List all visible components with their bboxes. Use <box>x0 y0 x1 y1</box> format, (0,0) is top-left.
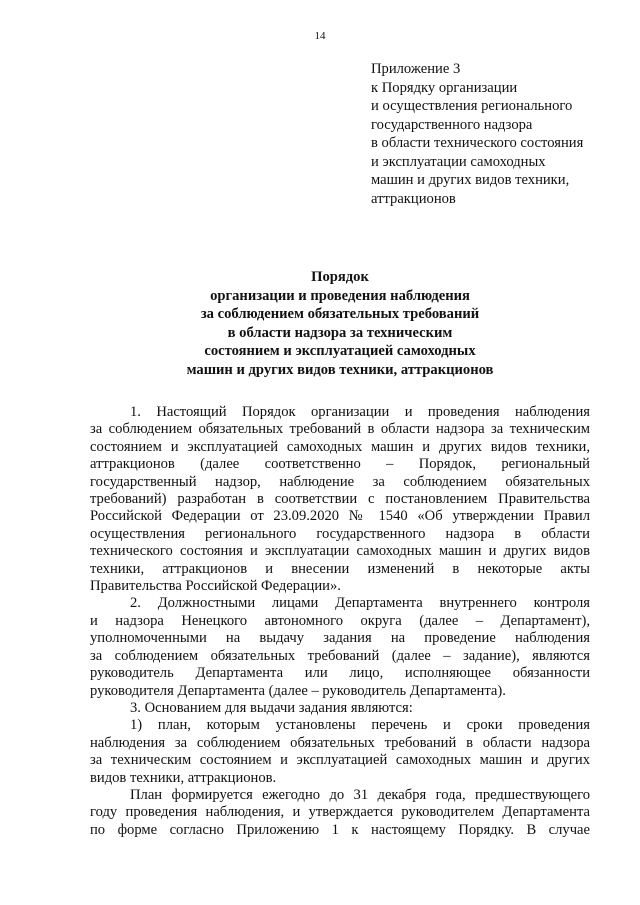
paragraph-2-line: руководитель Департамента или лицо, исполняющее обязанности <box>90 665 590 682</box>
page-number: 14 <box>314 30 326 42</box>
title-line: в области надзора за техническим <box>227 324 453 341</box>
paragraph-1-line: Российской Федерации от 23.09.2020 № 1540 «Об утверждении Правил <box>90 508 590 525</box>
paragraph-1-line: за соблюдением обязательных требований в области надзора за техническим <box>90 421 590 438</box>
paragraph-1-line: техники, аттракционов и внесении изменений в некоторые акты <box>90 560 590 577</box>
appendix-line: и осуществления регионального <box>371 98 573 114</box>
paragraph-1-line: Правительства Российской Федерации». <box>90 578 341 595</box>
paragraph-1-line: технического состояния и эксплуатации самоходных машин и других видов <box>90 543 590 560</box>
paragraph-1-line: государственный надзор, наблюдение за соблюдением обязательных <box>90 473 590 490</box>
appendix-line: Приложение 3 <box>371 61 461 77</box>
appendix-block <box>371 60 631 208</box>
appendix-line: государственного надзора <box>371 116 533 133</box>
paragraph-3-1-line: 1) план, которым установлены перечень и сроки проведения <box>130 717 590 734</box>
title-line: за соблюдением обязательных требований <box>200 306 480 323</box>
title-line: организации и проведения наблюдения <box>210 287 470 304</box>
appendix-line: и эксплуатации самоходных <box>371 153 546 170</box>
paragraph-2-line: и надзора Ненецкого автономного округа (далее – Департамент), <box>90 612 590 629</box>
paragraph-2-line: за соблюдением обязательных требований (далее – задание), являются <box>90 647 590 664</box>
paragraph-1-line: состоянием и эксплуатацией самоходных машин и других видов техники, <box>90 438 590 455</box>
appendix-line: машин и других видов техники, <box>371 172 570 188</box>
paragraph-3-line: 3. Основанием для выдачи задания являются: <box>130 699 413 716</box>
paragraph-3-1-line: за техническим состоянием и эксплуатацией самоходных машин и других <box>90 752 590 769</box>
title-line: Порядок <box>311 269 369 285</box>
paragraph-1-line: аттракционов (далее соответственно – Порядок, региональный <box>90 456 590 473</box>
paragraph-plan-line: по форме согласно Приложению 1 к настоящему Порядку. В случае <box>90 821 590 838</box>
document-title <box>0 268 640 380</box>
paragraph-2-line: руководителя Департамента (далее – руководитель Департамента). <box>90 682 506 699</box>
appendix-line: в области технического состояния <box>371 135 584 151</box>
paragraph-1-line: осуществления регионального государственного надзора в области <box>90 525 590 542</box>
paragraph-plan-line: План формируется ежегодно до 31 декабря года, предшествующего <box>130 786 590 803</box>
paragraph-3-1-line: видов техники, аттракционов. <box>90 769 277 786</box>
document-body <box>90 404 590 839</box>
paragraph-1-line: требований) разработан в соответствии с постановлением Правительства <box>90 491 590 508</box>
paragraph-plan-line: году проведения наблюдения, и утверждается руководителем Департамента <box>90 804 590 821</box>
paragraph-1-line: 1. Настоящий Порядок организации и проведения наблюдения <box>130 404 590 420</box>
title-line: машин и других видов техники, аттракционов <box>186 361 494 378</box>
appendix-line: аттракционов <box>371 190 456 207</box>
appendix-line: к Порядку организации <box>371 79 518 96</box>
paragraph-3-1-line: наблюдения за соблюдением обязательных требований в области надзора <box>90 734 590 751</box>
paragraph-2-line: 2. Должностными лицами Департамента внутреннего контроля <box>130 595 590 612</box>
title-line: состоянием и эксплуатацией самоходных <box>204 343 476 360</box>
paragraph-2-line: уполномоченными на выдачу задания на проведение наблюдения <box>90 630 590 647</box>
